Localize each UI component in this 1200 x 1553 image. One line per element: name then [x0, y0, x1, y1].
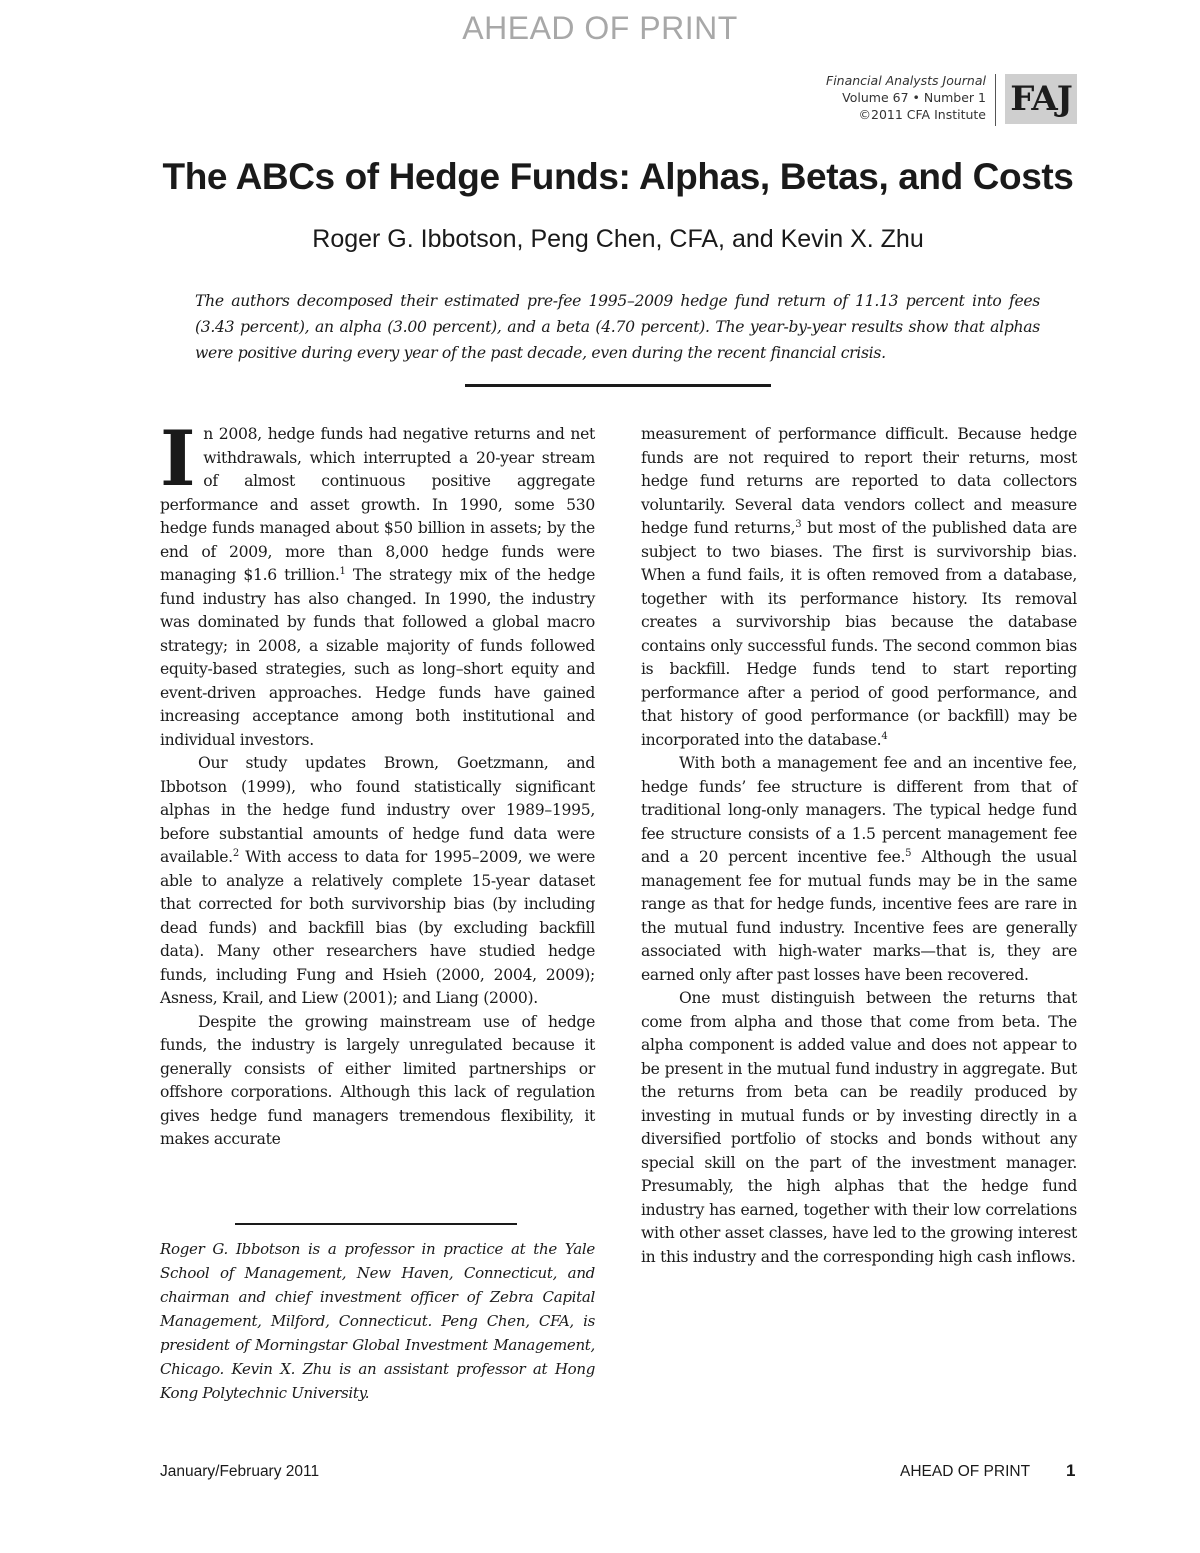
- paragraph-1-text-b: The strategy mix of the hedge fund industry has also changed. In 1990, the industry was dominated by funds that followed a global macro strategy; in 2008, a sizable majority of funds followed equity-based strategies, such as long–short equity and event-driven approaches. Hedge funds have gained increasing acceptance among both institutional and individual investors.: [160, 566, 595, 749]
- paragraph-2: [160, 752, 595, 1011]
- paragraph-3: Despite the growing mainstream use of hedge funds, the industry is largely unregulated because it generally consists of either limited partnerships or offshore corporations. Although this lack of regulation gives hedge fund managers tremendous flexibility, it makes accurate: [160, 1012, 595, 1148]
- faj-logo: FAJ: [1005, 74, 1077, 124]
- footer-date: January/February 2011: [160, 1463, 320, 1480]
- ahead-of-print-watermark: AHEAD OF PRINT: [462, 10, 738, 46]
- paragraph-4-text-a: measurement of performance difficult. Because hedge funds are not required to report their returns, most hedge fund returns are reported to data collectors voluntarily. Several data vendors collect and measure hedge fund returns,: [641, 425, 1077, 537]
- author-affiliations-footnote: Roger G. Ibbotson is a professor in practice at the Yale School of Management, New Haven, Connecticut, and chairman and chief investment officer of Zebra Capital Management, Milford, Connecticut. Peng Chen, CFA, is president of Morningstar Global Investment Management, Chicago. Kevin X. Zhu is an assistant professor at Hong Kong Polytechnic University.: [160, 1240, 595, 1402]
- paragraph-5-text-a: With both a management fee and an incentive fee, hedge funds’ fee structure is different from that of traditional long-only managers. The typical hedge fund fee structure consists of a 1.5 percent management fee and a 20 percent incentive fee.: [641, 754, 1077, 866]
- journal-info: [700, 72, 986, 123]
- paragraph-5-text-b: Although the usual management fee for mutual funds may be in the same range as that for hedge funds, incentive fees are rare in the mutual fund industry. Incentive fees are generally associated with high-water marks—that is, they are earned only after past losses have been recovered.: [641, 848, 1077, 984]
- paragraph-5: [641, 752, 1077, 987]
- footnote-ref-3[interactable]: 3: [795, 518, 802, 530]
- footnote-ref-5[interactable]: 5: [905, 847, 912, 859]
- journal-copyright: ©2011 CFA Institute: [858, 107, 986, 122]
- paragraph-1: [160, 414, 595, 752]
- paragraph-2-text-b: With access to data for 1995–2009, we were able to analyze a relatively complete 15-year dataset that corrected for both survivorship bias (by including dead funds) and backfill bias (by excluding backfill data). Many other researchers have studied hedge funds, including Fung and Hsieh (2000, 2004, 2009); Asness, Krail, and Liew (2001); and Liang (2000).: [160, 848, 595, 1007]
- paragraph-4: [641, 423, 1077, 752]
- paragraph-6: One must distinguish between the returns that come from alpha and those that come from beta. The alpha component is added value and does not appear to be present in the mutual fund industry in aggregate. But the returns from beta can be readily produced by investing in mutual funds or by investing directly in a diversified portfolio of stocks and bonds without any special skill on the part of the investment manager. Presumably, the high alphas that the hedge fund industry has earned, together with their low correlations with other asset classes, have led to the growing interest in this industry and the corresponding high cash inflows.: [641, 989, 1077, 1266]
- footnote-ref-4[interactable]: 4: [881, 730, 888, 742]
- footer-status: AHEAD OF PRINT: [900, 1463, 1031, 1480]
- footnote-divider: [235, 1223, 517, 1225]
- article-authors: Roger G. Ibbotson, Peng Chen, CFA, and Kevin X. Zhu: [312, 225, 924, 253]
- journal-divider: [995, 74, 996, 126]
- journal-volume: Volume 67 • Number 1: [842, 90, 986, 105]
- paragraph-1-text-a: n 2008, hedge funds had negative returns and net withdrawals, which interrupted a 20-year stream of almost continuous positive aggregate performance and asset growth. In 1990, some 530 hedge funds managed about $50 billion in assets; by the end of 2009, more than 8,000 hedge funds were managing $1.6 trillion.: [160, 425, 595, 584]
- journal-name: Financial Analysts Journal: [826, 73, 986, 88]
- body-column-left: [160, 414, 595, 1152]
- footnote-ref-2[interactable]: 2: [232, 847, 239, 859]
- paragraph-2-text-a: Our study updates Brown, Goetzmann, and Ibbotson (1999), who found statistically significant alphas in the hedge fund industry over 1989–1995, before substantial amounts of hedge fund data were available.: [160, 754, 595, 866]
- abstract-divider: [465, 384, 771, 387]
- abstract: The authors decomposed their estimated pre-fee 1995–2009 hedge fund return of 11.13 percent into fees (3.43 percent), an alpha (3.00 percent), and a beta (4.70 percent). The year-by-year results show that alphas were positive during every year of the past decade, even during the recent financial crisis.: [195, 292, 1040, 362]
- drop-cap: I: [160, 414, 196, 503]
- article-title: The ABCs of Hedge Funds: Alphas, Betas, and Costs: [162, 156, 1074, 197]
- footnote-ref-1[interactable]: 1: [339, 565, 346, 577]
- paragraph-4-text-b: but most of the published data are subject to two biases. The first is survivorship bias. When a fund fails, it is often removed from a database, together with its performance history. Its removal creates a survivorship bias because the database contains only successful funds. The second common bias is backfill. Hedge funds tend to start reporting performance after a period of good performance, and that history of good performance (or backfill) may be incorporated into the database.: [641, 519, 1077, 749]
- body-column-right: [641, 423, 1077, 1269]
- page-number: 1: [1066, 1461, 1076, 1480]
